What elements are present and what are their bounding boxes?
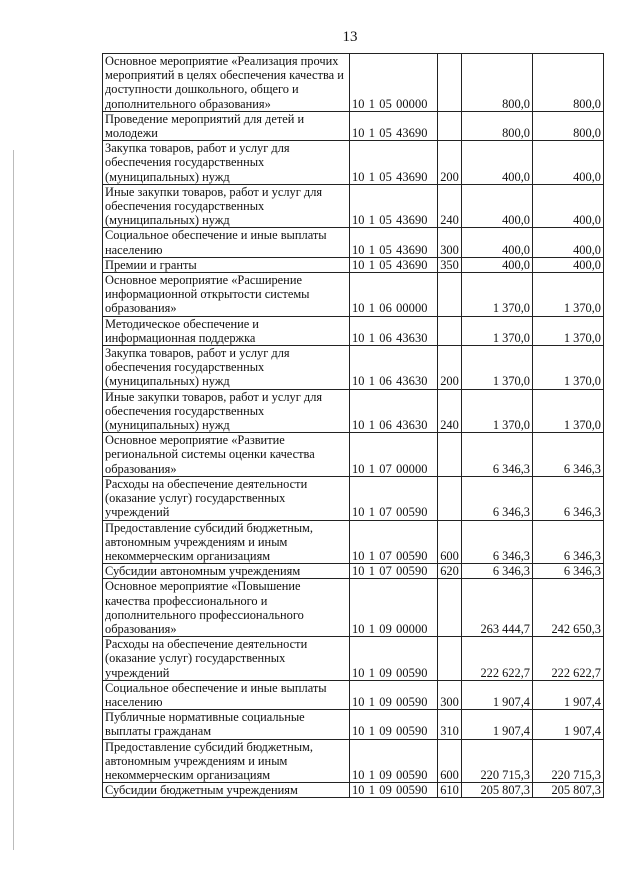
row-value-1: 1 370,0 [462,273,533,317]
row-code: 10 1 05 43690 [350,141,438,185]
row-name: Субсидии автономным учреждениям [103,564,350,579]
row-code: 10 1 05 00000 [350,54,438,112]
row-name: Основное мероприятие «Повышение качества профессионального и дополнительного профессионального образования» [103,579,350,637]
table-row [103,433,604,477]
row-expense-type: 310 [438,710,462,739]
row-value-1: 400,0 [462,141,533,185]
row-value-1: 1 370,0 [462,316,533,345]
row-name: Предоставление субсидий бюджетным, автономным учреждениям и иным некоммерческим организациям [103,739,350,783]
budget-table-body [103,54,604,798]
row-value-2: 220 715,3 [533,739,604,783]
row-name: Основное мероприятие «Развитие региональной системы оценки качества образования» [103,433,350,477]
row-value-2: 1 907,4 [533,710,604,739]
row-value-1: 6 346,3 [462,433,533,477]
row-value-1: 1 907,4 [462,680,533,709]
row-name: Основное мероприятие «Реализация прочих мероприятий в целях обеспечения качества и доступности дошкольного, общего и дополнительного образования» [103,54,350,112]
table-row [103,783,604,798]
table-row [103,346,604,390]
table-row [103,476,604,520]
row-name: Публичные нормативные социальные выплаты гражданам [103,710,350,739]
row-expense-type [438,476,462,520]
row-value-2: 6 346,3 [533,433,604,477]
row-code: 10 1 07 00590 [350,564,438,579]
row-name: Методическое обеспечение и информационная поддержка [103,316,350,345]
row-name: Основное мероприятие «Расширение информационной открытости системы образования» [103,273,350,317]
table-row [103,564,604,579]
row-value-1: 1 370,0 [462,389,533,433]
row-expense-type: 200 [438,346,462,390]
row-value-1: 400,0 [462,257,533,272]
row-code: 10 1 09 00590 [350,739,438,783]
row-code: 10 1 07 00000 [350,433,438,477]
row-name: Субсидии бюджетным учреждениям [103,783,350,798]
row-value-1: 222 622,7 [462,637,533,681]
table-row [103,273,604,317]
table-row [103,54,604,112]
row-expense-type: 240 [438,184,462,228]
budget-table [102,53,604,798]
row-code: 10 1 09 00590 [350,710,438,739]
table-row [103,316,604,345]
row-expense-type: 620 [438,564,462,579]
row-value-2: 800,0 [533,54,604,112]
row-expense-type [438,637,462,681]
row-expense-type: 610 [438,783,462,798]
table-row [103,257,604,272]
row-value-2: 1 370,0 [533,389,604,433]
row-value-1: 220 715,3 [462,739,533,783]
row-name: Проведение мероприятий для детей и молодежи [103,111,350,140]
row-value-2: 400,0 [533,141,604,185]
row-expense-type: 600 [438,520,462,564]
row-expense-type [438,579,462,637]
row-expense-type: 350 [438,257,462,272]
table-row [103,111,604,140]
page-edge-line [13,150,14,850]
row-value-2: 800,0 [533,111,604,140]
row-name: Иные закупки товаров, работ и услуг для обеспечения государственных (муниципальных) нужд [103,389,350,433]
row-value-2: 6 346,3 [533,564,604,579]
row-name: Предоставление субсидий бюджетным, автономным учреждениям и иным некоммерческим организациям [103,520,350,564]
table-row [103,141,604,185]
row-name: Премии и гранты [103,257,350,272]
row-value-1: 6 346,3 [462,564,533,579]
table-row [103,228,604,257]
row-value-2: 242 650,3 [533,579,604,637]
row-expense-type: 300 [438,680,462,709]
row-expense-type: 240 [438,389,462,433]
row-value-2: 1 370,0 [533,346,604,390]
row-expense-type [438,433,462,477]
row-value-1: 1 907,4 [462,710,533,739]
row-code: 10 1 07 00590 [350,476,438,520]
row-code: 10 1 06 43630 [350,389,438,433]
row-value-1: 800,0 [462,111,533,140]
table-row [103,184,604,228]
row-value-2: 400,0 [533,257,604,272]
row-value-1: 6 346,3 [462,520,533,564]
table-row [103,680,604,709]
row-code: 10 1 09 00590 [350,680,438,709]
row-name: Социальное обеспечение и иные выплаты населению [103,228,350,257]
row-expense-type: 600 [438,739,462,783]
row-expense-type: 300 [438,228,462,257]
row-value-2: 1 370,0 [533,273,604,317]
row-code: 10 1 06 43630 [350,346,438,390]
row-value-2: 6 346,3 [533,520,604,564]
row-code: 10 1 09 00590 [350,637,438,681]
table-row [103,520,604,564]
row-expense-type [438,54,462,112]
row-code: 10 1 05 43690 [350,228,438,257]
row-name: Социальное обеспечение и иные выплаты населению [103,680,350,709]
row-value-2: 400,0 [533,184,604,228]
row-value-2: 400,0 [533,228,604,257]
row-value-1: 800,0 [462,54,533,112]
row-value-2: 6 346,3 [533,476,604,520]
row-value-1: 263 444,7 [462,579,533,637]
row-value-1: 400,0 [462,184,533,228]
table-row [103,637,604,681]
row-value-2: 1 370,0 [533,316,604,345]
row-value-1: 1 370,0 [462,346,533,390]
row-expense-type [438,111,462,140]
row-value-1: 6 346,3 [462,476,533,520]
row-value-2: 222 622,7 [533,637,604,681]
row-code: 10 1 05 43690 [350,111,438,140]
table-row [103,389,604,433]
row-value-2: 205 807,3 [533,783,604,798]
row-code: 10 1 09 00590 [350,783,438,798]
row-name: Закупка товаров, работ и услуг для обеспечения государственных (муниципальных) нужд [103,346,350,390]
row-code: 10 1 09 00000 [350,579,438,637]
row-expense-type [438,316,462,345]
row-code: 10 1 05 43690 [350,257,438,272]
row-code: 10 1 05 43690 [350,184,438,228]
row-value-2: 1 907,4 [533,680,604,709]
row-name: Расходы на обеспечение деятельности (оказание услуг) государственных учреждений [103,476,350,520]
row-code: 10 1 06 00000 [350,273,438,317]
row-name: Иные закупки товаров, работ и услуг для обеспечения государственных (муниципальных) нужд [103,184,350,228]
row-value-1: 205 807,3 [462,783,533,798]
row-expense-type: 200 [438,141,462,185]
row-code: 10 1 06 43630 [350,316,438,345]
row-name: Закупка товаров, работ и услуг для обеспечения государственных (муниципальных) нужд [103,141,350,185]
page-number: 13 [342,29,358,45]
row-name: Расходы на обеспечение деятельности (оказание услуг) государственных учреждений [103,637,350,681]
table-row [103,710,604,739]
table-row [103,579,604,637]
row-code: 10 1 07 00590 [350,520,438,564]
row-value-1: 400,0 [462,228,533,257]
table-row [103,739,604,783]
row-expense-type [438,273,462,317]
